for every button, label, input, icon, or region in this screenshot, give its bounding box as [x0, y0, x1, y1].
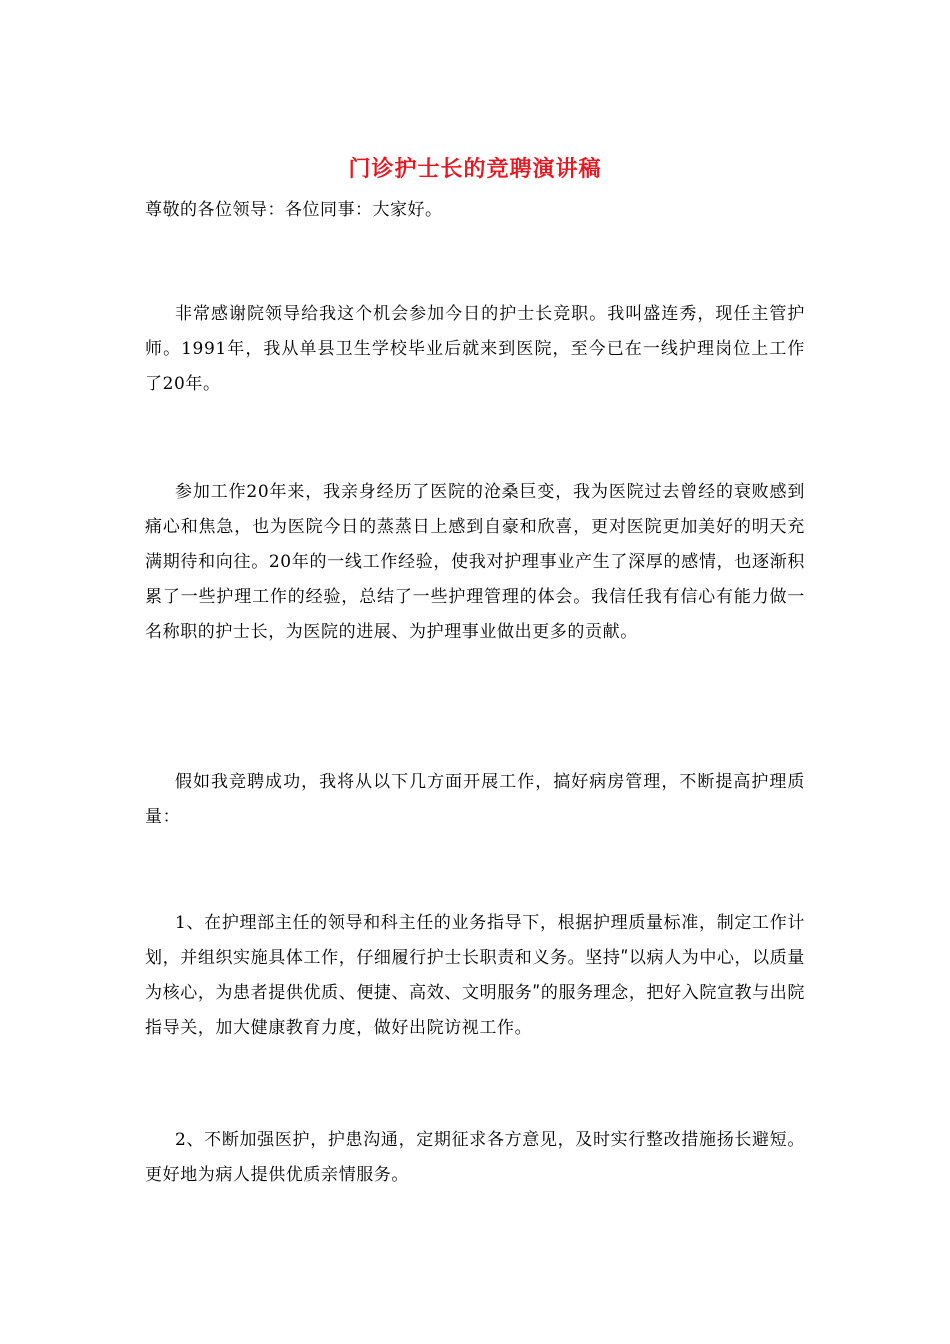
paragraph-experience: 参加工作20年来，我亲身经历了医院的沧桑巨变，我为医院过去曾经的衰败感到痛心和焦急，也为医院今日的蒸蒸日上感到自豪和欣喜，更对医院更加美好的明天充满期待和向往。20年的一线工作经验，使我对护理事业产生了深厚的感情，也逐渐积累了一些护理工作的经验，总结了一些护理管理的体会。我信任我有信心有能力做一名称职的护士长，为医院的进展、为护理事业做出更多的贡献。: [145, 482, 805, 642]
paragraph-plan-intro: 假如我竞聘成功，我将从以下几方面开展工作，搞好病房管理，不断提高护理质量：: [145, 772, 805, 827]
paragraph-plan-item-2: 2、不断加强医护，护患沟通，定期征求各方意见，及时实行整改措施扬长避短。更好地为病人提供优质亲情服务。: [145, 1130, 805, 1185]
greeting-line: 尊敬的各位领导：各位同事：大家好。: [145, 200, 443, 220]
paragraph-intro: 非常感谢院领导给我这个机会参加今日的护士长竞职。我叫盛连秀，现任主管护师。1991年，我从单县卫生学校毕业后就来到医院，至今已在一线护理岗位上工作了20年。: [145, 304, 805, 394]
paragraph-plan-item-1: 1、在护理部主任的领导和科主任的业务指导下，根据护理质量标准，制定工作计划，并组织实施具体工作，仔细履行护士长职责和义务。坚持ʺ以病人为中心，以质量为核心，为患者提供优质、便捷、高效、文明服务ʺ的服务理念，把好入院宣教与出院指导关，加大健康教育力度，做好出院访视工作。: [145, 913, 805, 1038]
document-title: 门诊护士长的竞聘演讲稿: [348, 156, 602, 182]
